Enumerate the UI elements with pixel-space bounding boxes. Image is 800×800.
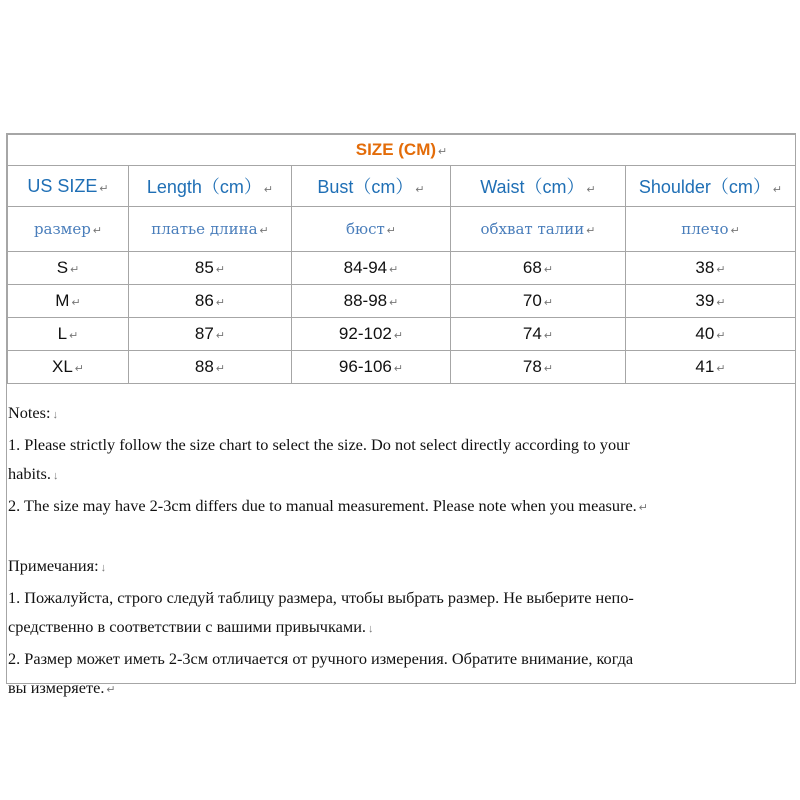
title-cell [8, 135, 796, 166]
return-arrow-icon: ↵ [586, 224, 596, 237]
table-cell [292, 318, 451, 351]
header-ru-cell [451, 207, 626, 252]
header-cell [8, 166, 129, 207]
header-us-size: US SIZE [27, 175, 98, 196]
table-cell [451, 351, 626, 384]
return-arrow-icon: ↵ [438, 146, 448, 158]
return-arrow-icon: ↵ [215, 330, 226, 342]
header-ru-cell [626, 207, 796, 252]
table-row [8, 252, 796, 285]
return-arrow-icon: ↵ [730, 224, 740, 237]
waist-value: 68 [522, 258, 542, 277]
down-arrow-icon: ↓ [52, 470, 59, 482]
header-ru-shoulder: плечо [681, 219, 729, 238]
table-cell [8, 285, 129, 318]
return-arrow-icon: ↵ [543, 330, 554, 342]
table-title: SIZE (CM) [355, 140, 437, 159]
table-cell [626, 318, 796, 351]
table-cell [292, 351, 451, 384]
header-cell [129, 166, 292, 207]
note-text: 2. The size may have 2-3cm differs due to manual measurement. Please note when you measure. [8, 496, 637, 515]
table-cell [129, 318, 292, 351]
shoulder-value: 41 [695, 357, 715, 376]
header-ru-cell [129, 207, 292, 252]
return-arrow-icon: ↵ [386, 224, 396, 237]
notes-en-line [8, 459, 796, 491]
return-arrow-icon: ↵ [215, 297, 226, 309]
note-text: 2. Размер может иметь 2-3см отличается от ручного измерения. Обратите внимание, когда [8, 649, 634, 668]
return-arrow-icon: ↵ [74, 363, 84, 375]
notes-ru-line [8, 673, 796, 705]
table-cell [8, 351, 129, 384]
return-arrow-icon: ↵ [716, 297, 726, 309]
notes-en-line [8, 491, 796, 523]
shoulder-value: 39 [695, 291, 715, 310]
return-arrow-icon: ↵ [716, 330, 726, 342]
return-arrow-icon: ↵ [543, 264, 554, 276]
return-arrow-icon: ↵ [71, 297, 81, 309]
table-cell [451, 285, 626, 318]
return-arrow-icon: ↵ [586, 184, 596, 196]
size-table [7, 134, 796, 384]
return-arrow-icon: ↵ [772, 184, 783, 196]
return-arrow-icon: ↵ [389, 264, 399, 276]
table-cell [129, 351, 292, 384]
header-ru-length: платье длина [151, 219, 258, 238]
note-text: средственно в соответствии с вашими привычками. [8, 617, 366, 636]
table-cell [451, 318, 626, 351]
bust-value: 84-94 [343, 258, 388, 277]
title-row [8, 135, 796, 166]
table-cell [292, 252, 451, 285]
table-cell [626, 252, 796, 285]
table-row [8, 351, 796, 384]
note-text: вы измеряете. [8, 678, 105, 697]
notes-heading-text: Примечания: [8, 556, 99, 575]
notes-en-line [8, 430, 796, 459]
return-arrow-icon: ↵ [215, 363, 226, 375]
header-ru-waist: обхват талии [480, 219, 585, 238]
notes-ru-line [8, 612, 796, 644]
header-cell [626, 166, 796, 207]
table-cell [8, 252, 129, 285]
notes-ru-line [8, 583, 796, 612]
header-bust: Bust（cm） [317, 177, 414, 197]
size-label: S [56, 258, 69, 277]
bust-value: 96-106 [338, 357, 392, 376]
table-cell [626, 351, 796, 384]
table-cell [129, 285, 292, 318]
header-cell [292, 166, 451, 207]
notes-section [7, 398, 796, 705]
header-shoulder: Shoulder（cm） [638, 177, 771, 197]
table-cell [129, 252, 292, 285]
return-arrow-icon: ↵ [543, 297, 554, 309]
notes-ru-line [8, 644, 796, 673]
note-text: 1. Please strictly follow the size chart to select the size. Do not select directly according to your [8, 435, 630, 454]
waist-value: 70 [522, 291, 542, 310]
down-arrow-icon: ↓ [367, 623, 374, 635]
waist-value: 74 [522, 324, 542, 343]
size-label: L [57, 324, 68, 343]
bust-value: 88-98 [343, 291, 388, 310]
return-arrow-icon: ↵ [70, 264, 80, 276]
table-cell [292, 285, 451, 318]
header-cell [451, 166, 626, 207]
down-arrow-icon: ↓ [52, 409, 59, 421]
header-ru-bust: бюст [345, 219, 385, 238]
header-ru-cell [292, 207, 451, 252]
return-arrow-icon: ↵ [415, 184, 425, 196]
return-arrow-icon: ↵ [716, 264, 726, 276]
waist-value: 78 [522, 357, 542, 376]
header-ru-row [8, 207, 796, 252]
return-arrow-icon: ↵ [106, 684, 116, 696]
length-value: 87 [194, 324, 214, 343]
return-arrow-icon: ↵ [716, 363, 726, 375]
return-arrow-icon: ↵ [638, 502, 648, 514]
down-arrow-icon: ↓ [100, 562, 107, 574]
paragraph-gap [8, 523, 796, 551]
table-cell [626, 285, 796, 318]
shoulder-value: 38 [695, 258, 715, 277]
return-arrow-icon: ↵ [393, 363, 404, 375]
size-label: XL [51, 357, 73, 376]
table-row [8, 318, 796, 351]
shoulder-value: 40 [695, 324, 715, 343]
note-text: 1. Пожалуйста, строго следуй таблицу размера, чтобы выбрать размер. Не выберите непо- [8, 588, 634, 607]
return-arrow-icon: ↵ [543, 363, 554, 375]
header-row [8, 166, 796, 207]
return-arrow-icon: ↵ [92, 224, 103, 237]
return-arrow-icon: ↵ [215, 264, 226, 276]
length-value: 86 [194, 291, 214, 310]
length-value: 85 [194, 258, 214, 277]
return-arrow-icon: ↵ [389, 297, 399, 309]
notes-ru-heading [8, 551, 796, 583]
return-arrow-icon: ↵ [99, 182, 109, 195]
note-text: habits. [8, 464, 51, 483]
table-row [8, 285, 796, 318]
header-waist: Waist（cm） [480, 177, 585, 197]
size-label: M [55, 291, 70, 310]
header-ru-cell [8, 207, 129, 252]
bust-value: 92-102 [338, 324, 392, 343]
size-chart-document [6, 133, 796, 697]
return-arrow-icon: ↵ [259, 224, 269, 237]
return-arrow-icon: ↵ [263, 184, 274, 196]
notes-en-heading [8, 398, 796, 430]
notes-heading-text: Notes: [8, 403, 51, 422]
length-value: 88 [194, 357, 214, 376]
table-cell [451, 252, 626, 285]
header-ru-size: размер [33, 219, 91, 238]
table-cell [8, 318, 129, 351]
return-arrow-icon: ↵ [69, 330, 79, 342]
return-arrow-icon: ↵ [393, 330, 404, 342]
header-length: Length（cm） [146, 177, 262, 197]
